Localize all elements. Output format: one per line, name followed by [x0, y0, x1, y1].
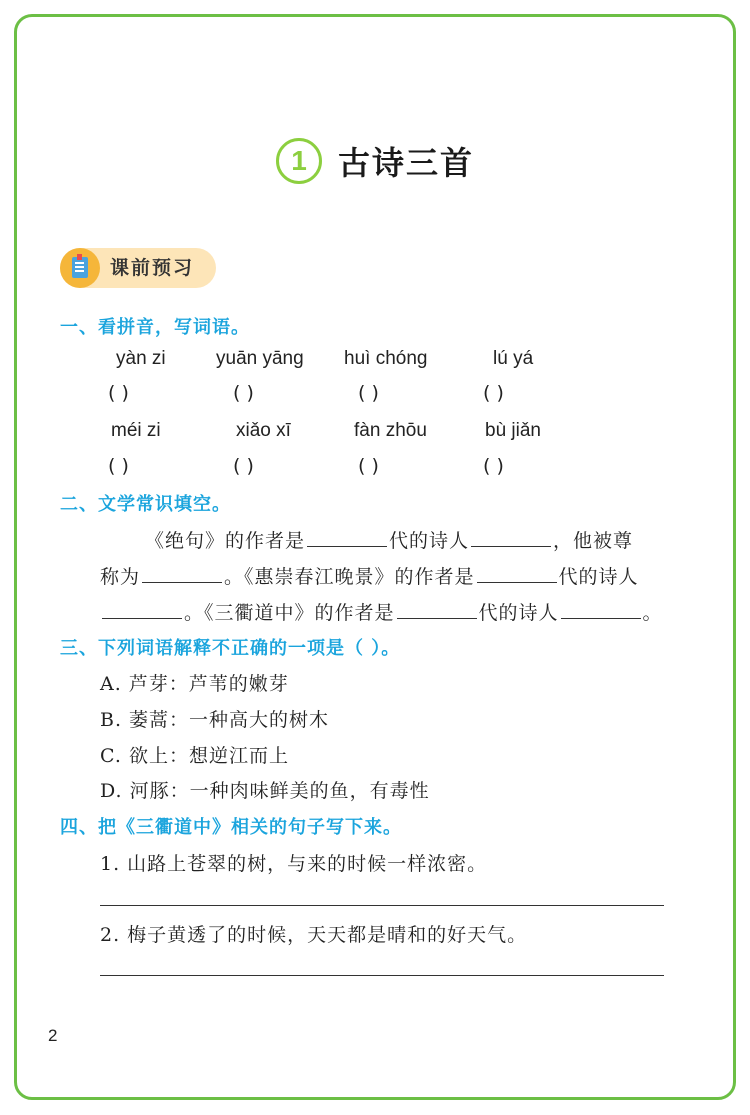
answer-parens[interactable]: ( )	[483, 455, 504, 477]
answer-parens[interactable]: ( )	[358, 455, 379, 477]
section-tag-label: 课前预习	[110, 257, 195, 279]
fill-blank-line-2: 称为 。《惠崇春江晚景》的作者是 代的诗人	[100, 566, 639, 588]
pinyin-item: yàn zi	[116, 348, 166, 369]
lesson-number-badge: 1	[276, 138, 322, 184]
question-1-heading: 一、看拼音，写词语。	[60, 317, 250, 338]
sentence-prompt-2: 2. 梅子黄透了的时候，天天都是晴和的好天气。	[100, 924, 528, 946]
fill-blank[interactable]	[142, 564, 222, 583]
answer-parens[interactable]: ( )	[233, 455, 254, 477]
pinyin-item: méi zi	[111, 420, 161, 441]
fill-blank-line-1: 《绝句》的作者是 代的诗人 ，他被尊	[145, 530, 634, 552]
answer-writing-line[interactable]	[100, 905, 664, 906]
question-4-heading: 四、把《三衢道中》相关的句子写下来。	[60, 817, 402, 838]
answer-writing-line[interactable]	[100, 975, 664, 976]
section-tag-preview	[60, 248, 216, 288]
pinyin-item: yuān yāng	[216, 348, 304, 369]
fill-blank[interactable]	[471, 528, 551, 547]
answer-parens[interactable]: ( )	[358, 382, 379, 404]
fill-blank[interactable]	[561, 600, 641, 619]
page-number: 2	[48, 1026, 58, 1045]
pinyin-item: lú yá	[493, 348, 534, 369]
question-2-heading: 二、文学常识填空。	[60, 494, 231, 515]
choice-option-b: B. 萎蒿：一种高大的树木	[100, 709, 330, 731]
answer-parens[interactable]: ( )	[233, 382, 254, 404]
fill-blank[interactable]	[397, 600, 477, 619]
lesson-title	[0, 138, 750, 184]
pinyin-item: huì chóng	[344, 348, 428, 369]
book-icon	[60, 248, 100, 288]
pinyin-item: bù jiǎn	[485, 420, 541, 441]
choice-option-d: D. 河豚：一种肉味鲜美的鱼，有毒性	[100, 780, 430, 802]
fill-blank[interactable]	[477, 564, 557, 583]
pinyin-item: xiǎo xī	[236, 420, 291, 441]
sentence-prompt-1: 1. 山路上苍翠的树，与来的时候一样浓密。	[100, 853, 488, 875]
pinyin-item: fàn zhōu	[354, 420, 427, 441]
answer-parens[interactable]: ( )	[483, 382, 504, 404]
fill-blank-line-3: 。《三衢道中》的作者是 代的诗人 。	[100, 598, 663, 625]
lesson-title-text: 古诗三首	[337, 144, 474, 182]
choice-option-a: A. 芦芽：芦苇的嫩芽	[100, 673, 289, 695]
choice-option-c: C. 欲上：想逆江而上	[100, 745, 289, 767]
fill-blank[interactable]	[307, 528, 387, 547]
answer-parens[interactable]: ( )	[108, 455, 129, 477]
question-3-heading: 三、下列词语解释不正确的一项是（ ）。	[60, 638, 401, 659]
answer-parens[interactable]: ( )	[108, 382, 129, 404]
fill-blank[interactable]	[102, 600, 182, 619]
